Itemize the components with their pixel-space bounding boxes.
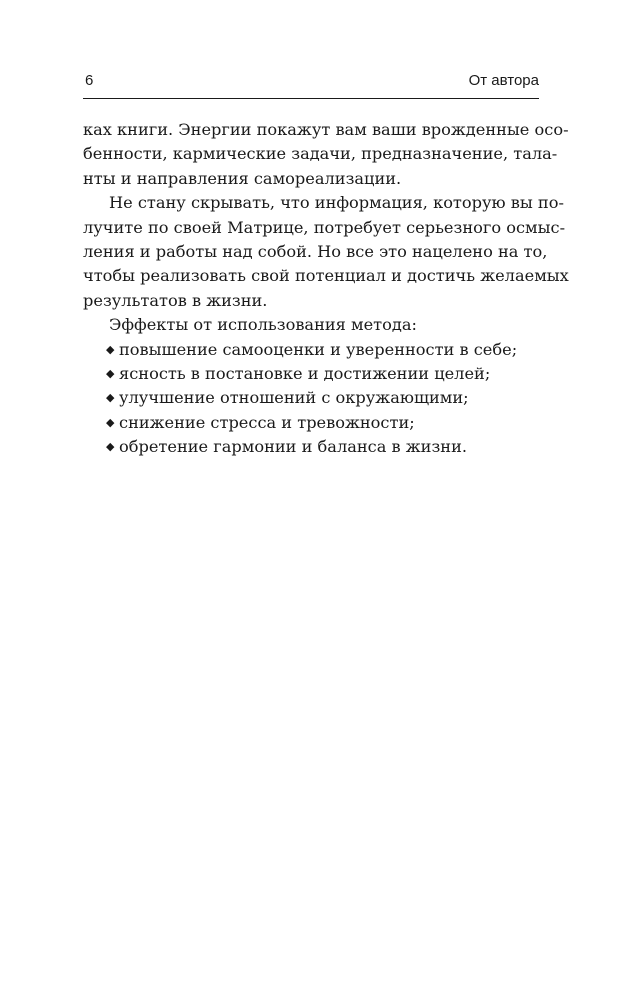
body-text xyxy=(83,118,569,460)
list-item xyxy=(83,338,539,362)
text-line: ках книги. Энергии покажут вам ваши врожденные осо- xyxy=(83,120,569,139)
diamond-bullet-icon: ◆ xyxy=(106,391,115,405)
list-item xyxy=(83,435,539,459)
paragraph xyxy=(83,191,564,215)
list-item-text: улучшение отношений с окружающими; xyxy=(119,388,469,408)
diamond-bullet-icon: ◆ xyxy=(106,342,115,356)
page-header xyxy=(83,70,539,99)
list-item xyxy=(83,362,539,386)
diamond-bullet-icon: ◆ xyxy=(106,367,115,381)
text-line: чтобы реализовать свой потенциал и достичь желаемых xyxy=(83,266,569,286)
text-line: бенности, кармические задачи, предназначение, тала- xyxy=(83,144,558,164)
diamond-bullet-icon: ◆ xyxy=(106,415,115,429)
list-item-text: повышение самооценки и уверенности в себе; xyxy=(119,339,518,359)
list-item-text: снижение стресса и тревожности; xyxy=(119,412,415,432)
page-number: 6 xyxy=(85,72,94,89)
text-line: результатов в жизни. xyxy=(83,290,268,310)
list-item xyxy=(83,386,539,410)
running-title: От автора xyxy=(468,72,539,89)
diamond-bullet-icon: ◆ xyxy=(106,440,115,454)
list-intro: Эффекты от использования метода: xyxy=(109,315,417,335)
list-item-text: ясность в постановке и достижении целей; xyxy=(119,364,491,384)
list-item-text: обретение гармонии и баланса в жизни. xyxy=(119,437,468,457)
text-line: ления и работы над собой. Но все это нацелено на то, xyxy=(83,242,548,262)
text-line: нты и направления самореализации. xyxy=(83,168,402,188)
effects-list xyxy=(83,338,539,460)
paragraph-body xyxy=(83,216,569,314)
text-line: лучите по своей Матрице, потребует серьезного осмыс- xyxy=(83,217,566,237)
paragraph-continuation xyxy=(83,118,569,191)
text-line: Не стану скрывать, что информация, которую вы по- xyxy=(109,193,564,213)
list-item xyxy=(83,411,539,435)
